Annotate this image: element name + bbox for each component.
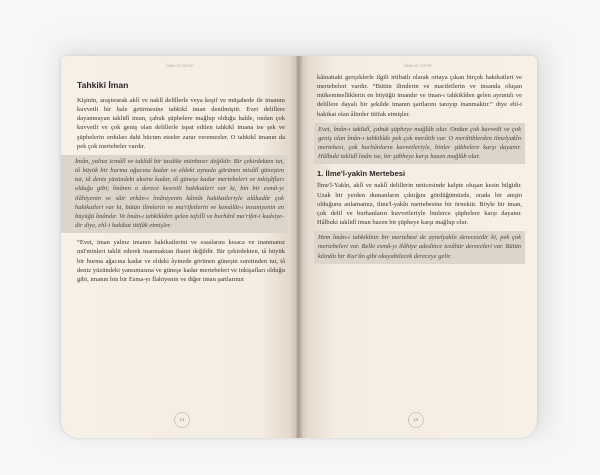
left-quote-block: İmân, yalnız icmâlî ve taklidî bir tasdike münhasır değildir. Bir çekirdekten tut, tâ büyük bir hurma ağacına kadar ve eldeki aynada görünen misâlî güneşten tut, tâ deniz yüzündeki aksine kadar, tâ güneşe kadar mertebeleri ve inkişâfları olduğu gibi; îmânın o derece kesretli hakikatleri var ki, bin bir esmâ-yı ilâhiyenin ve sâir erkân-ı îmâniyenin kâinât hakikatleriyle alâkadâr çok hakikatleri var ki, bütün ilimlerin ve ma'rifetlerin ve kemâlât-ı insaniyenin en büyüğü îmândır. Ve îmân-ı tahkikîden gelen tafsîlî ve burhânî ma'rifet-i kudsiye-dir diye, ehl-i hakikat ittifâk etmişler. [61, 155, 288, 233]
right-paragraph-1: kâinattaki gerçeklerle ilgili irtibatlı olarak ortaya çıkan birçok hakikatleri ve mertebeleri vardır. “Bütün ilimlerin ve marifetlerin ve insanda oluşan mükemmelliklerin en büyüğü imandır ve iman-ı tahkikîden gelen ayrıntılı ve delillere dayalı bir şekilde imanın şartlarını tanıyıp inanmaktır.” diye ehl-i hakikat olan âlimler ittifak etmişler. [317, 74, 522, 118]
left-running-header: İMAN VE KÜFÜR [166, 64, 194, 68]
right-page-content [317, 73, 522, 268]
left-paragraph-2: “Evet, iman yalnız imanın hakikatlerini ve esaslarını kısaca ve inanmanız mü'minleri taklit ederek inanmaktan ibaret değildir. Bir çekirdekten, tâ büyük bir hurma ağacına kadar ve eldeki âyinede görünen güneşin suretinden tut, tâ deniz yüzündeki yansımasına ve güneşe kadar mertebeleri ve inkişafları olduğu gibi, imanın bin bir Esma-yı İlahiyenin ve diğer iman şartlarının [77, 239, 285, 283]
left-section-title: Tahkikî İman [77, 80, 129, 90]
right-page-number: 15 [408, 412, 424, 428]
right-quote-block-2: Hem îmân-ı tahkikînin bir mertebesi de aynelyakîn derecesidir ki, pek çok mertebeleri var. Belki esmâ-yı ilâhiye adedince tezâhür dereceleri var. Bütün kâinâtı bir Kur'ân gibi okuyabilecek dereceye gelir. [314, 231, 525, 263]
right-section-title: 1. İlme'l-yakîn Mertebesi [317, 169, 406, 179]
right-paragraph-2: İlme'l-Yakîn, aklî ve naklî delillerin neticesinde kalpte oluşan kesin bilgidir. Uzak bir yerden dumanların çıktığını gördüğümüzde, orada bir ateşin olduğunu anlamamız, ilme'l-yakîn mertebesine bir örnektir. Böyle bir iman, çok delil ve burhanların kuvvetleriyle binlerce şüphelere karşı dayanır. Hâlbuki taklidî iman bazen bir şüpheye karşı mağlup olur. [317, 182, 522, 227]
right-running-header: İMAN VE KÜFÜR [404, 64, 432, 68]
right-quote-block-1: Evet, îmân-ı taklidî, çabuk şüpheye mağlûb olur. Ondan çok kuvvetli ve çok geniş olan îmân-ı tahkikîde pek çok merâtib var. O merâtiblerden ilmelyakîn mertebesi, çok burhânların kuvvetleriyle, binler şübhelere karşı dayanır. Hâlbuki taklidî îmân ise, bir şübheye karşı bazen mağlûb olur. [314, 123, 525, 165]
book-spine [296, 56, 302, 438]
left-page-number: 14 [174, 412, 190, 428]
right-page [299, 56, 537, 438]
left-page-content [77, 80, 285, 288]
left-page [61, 56, 299, 438]
left-paragraph-1: Kişinin, araştırarak aklî ve naklî delillerle veya keşif ve müşahede ile imanını kuvvetli bir hale getirmesine tahkikî iman denilmiştir. Evet delillere dayanmayan taklidî iman, çabuk şüphelere mağlup olduğu halde, ondan çok kuvvetli ve çok geniş olan delillerle ispat edilen tahkikî imana ise şek ve şüphelerin orduları dahi hücum etseler zarar veremezler. O tahkikî imanın da pek çok mertebeler vardır. [77, 97, 285, 150]
